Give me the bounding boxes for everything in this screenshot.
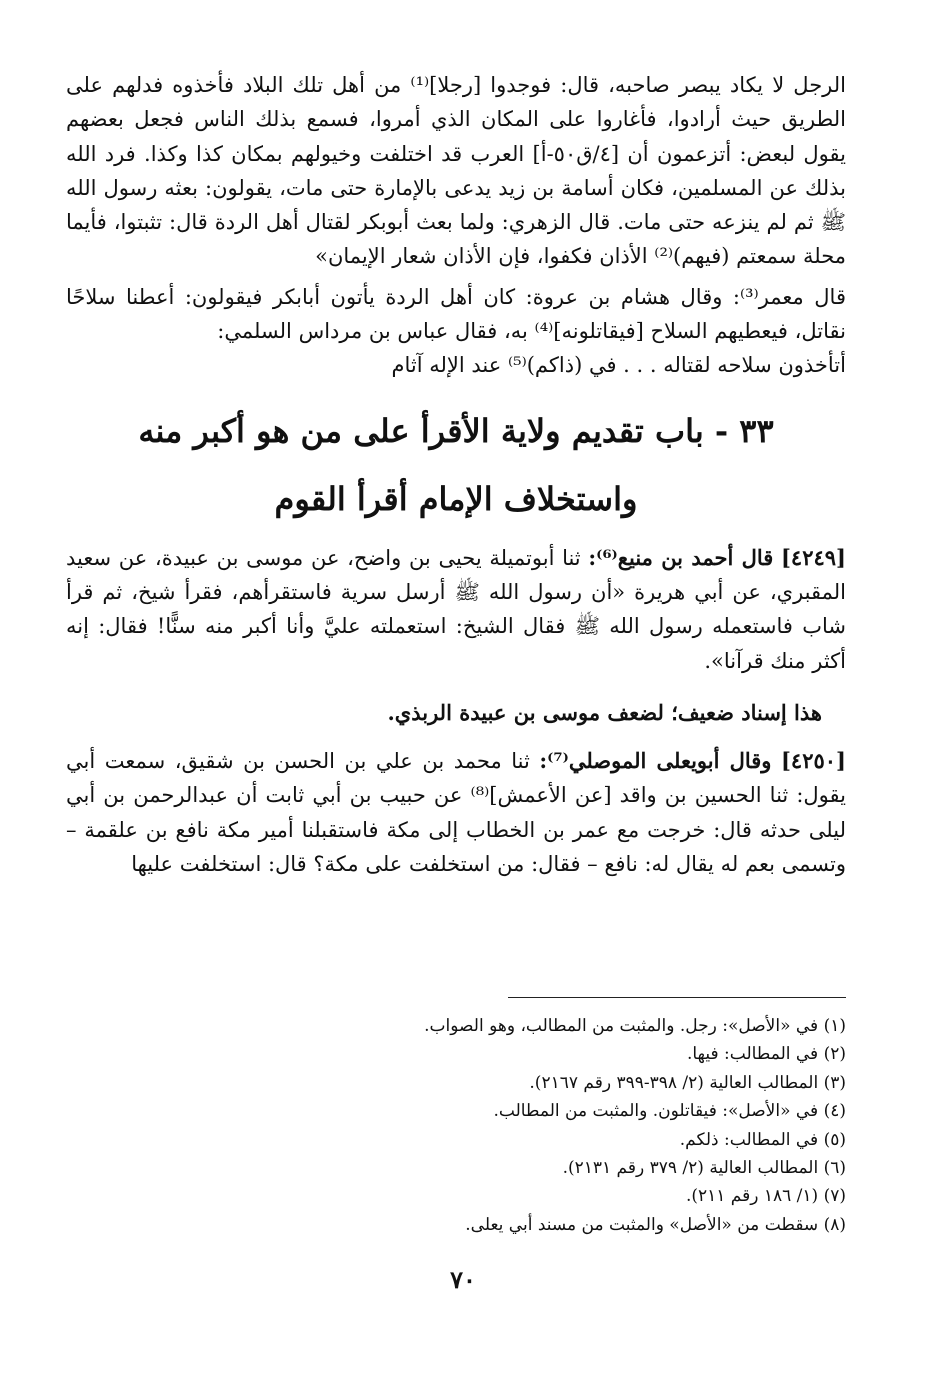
hadith-narrator: قال أحمد بن منيع⁽⁶⁾:: [588, 544, 774, 570]
page-body: [66, 68, 846, 881]
footnote-6: (٦) المطالب العالية (٢/ ٣٧٩ رقم ٢١٣١).: [562, 1158, 846, 1179]
hadith-4250: [66, 744, 846, 881]
hadith-text: ثنا أبوتميلة يحيى بن واضح، عن موسى بن عبيدة، عن سعيد المقبري، عن أبي هريرة «أن رسول الله ﷺ أرسل سرية فاستقرأهم، فقرأ شيخ، ثم قرأ شاب فاستعمله رسول الله ﷺ فقال الشيخ: استعملته عليَّ وأنا أكبر منه سنًّا! فقال: إنه أكثر منك قرآنا».: [66, 545, 846, 673]
page-number: ٧٠: [450, 1265, 476, 1294]
footnotes-list: [246, 1012, 846, 1239]
footnote-2: (٢) في المطالب: فيها.: [686, 1044, 846, 1065]
footnote-5: (٥) في المطالب: ذلكم.: [679, 1129, 846, 1150]
footnote-3: (٣) المطالب العالية (٢/ ٣٩٨-٣٩٩ رقم ٢١٦٧).: [529, 1072, 846, 1093]
paragraph-1: الرجل لا يكاد يبصر صاحبه، قال: فوجدوا [رجلا]⁽¹⁾ من أهل تلك البلاد فأخذوه فدلهم على الطريق حيث أرادوا، فأغاروا على المكان الذي أمروا، فسمع بذلك الناس فجعل بعضهم يقول لبعض: أتزعمون أن [٤/ق٥٠-أ] العرب قد اختلفت وخيولهم بمكان كذا وكذا. فرد الله بذلك عن المسلمين، فكان أسامة بن زيد يدعى بالإمارة حتى مات، يقولون: بعثه رسول الله ﷺ ثم لم ينزعه حتى مات. قال الزهري: ولما بعث أبوبكر لقتال أهل الردة قال: تثبتوا، فأيما محلة سمعتم (فيهم)⁽²⁾ الأذان فكفوا، فإن الأذان شعار الإيمان»: [66, 73, 846, 269]
chapter-heading-line-2: واستخلاف الإمام أقرأ القوم: [274, 479, 638, 518]
footnote-7: (٧) (١/ ١٨٦ رقم ٢١١).: [685, 1186, 846, 1207]
footnote-separator: [508, 997, 846, 998]
chapter-heading: [66, 397, 846, 533]
paragraph-2: قال معمر⁽³⁾: وقال هشام بن عروة: كان أهل الردة يأتون أبابكر فيقولون: أعطنا سلاحًا نقاتل، فيعطيهم السلاح [فيقاتلونه]⁽⁴⁾ به، فقال عباس بن مرداس السلمي:: [66, 284, 846, 344]
chapter-heading-line-1: ٣٣ - باب تقديم ولاية الأقرأ على من هو أكبر منه: [138, 411, 774, 450]
hadith-4249: [66, 541, 846, 678]
footnote-4: (٤) في «الأصل»: فيقاتلون. والمثبت من المطالب.: [493, 1101, 846, 1122]
hadith-number: [٤٢٥٠]: [780, 748, 846, 774]
poetry-verse: أتأخذون سلاحه لقتاله . . . في (ذاكم)⁽⁵⁾ عند الإله آثام: [391, 353, 846, 378]
hadith-number: [٤٢٤٩]: [780, 544, 846, 570]
hadith-narrator: وقال أبويعلى الموصلي⁽⁷⁾:: [539, 748, 772, 774]
hadith-text: ثنا محمد بن علي بن الحسن بن شقيق، سمعت أبي يقول: ثنا الحسين بن واقد [عن الأعمش]⁽⁸⁾ عن حبيب بن أبي ثابت أن عبدالرحمن بن أبي ليلى حدثه قال: خرجت مع عمر بن الخطاب إلى مكة فاستقبلنا أمير مكة نافع بن علقمة – وتسمى بعم له يقال له: نافع – فقال: من استخلفت على مكة؟ قال: استخلفت عليها: [66, 749, 847, 877]
footnote-1: (١) في «الأصل»: رجل. والمثبت من المطالب، وهو الصواب.: [424, 1016, 846, 1036]
footnote-8: (٨) سقطت من «الأصل» والمثبت من مسند أبي يعلى.: [465, 1214, 846, 1235]
isnad-grading: هذا إسناد ضعيف؛ لضعف موسى بن عبيدة الربذي.: [387, 699, 822, 725]
